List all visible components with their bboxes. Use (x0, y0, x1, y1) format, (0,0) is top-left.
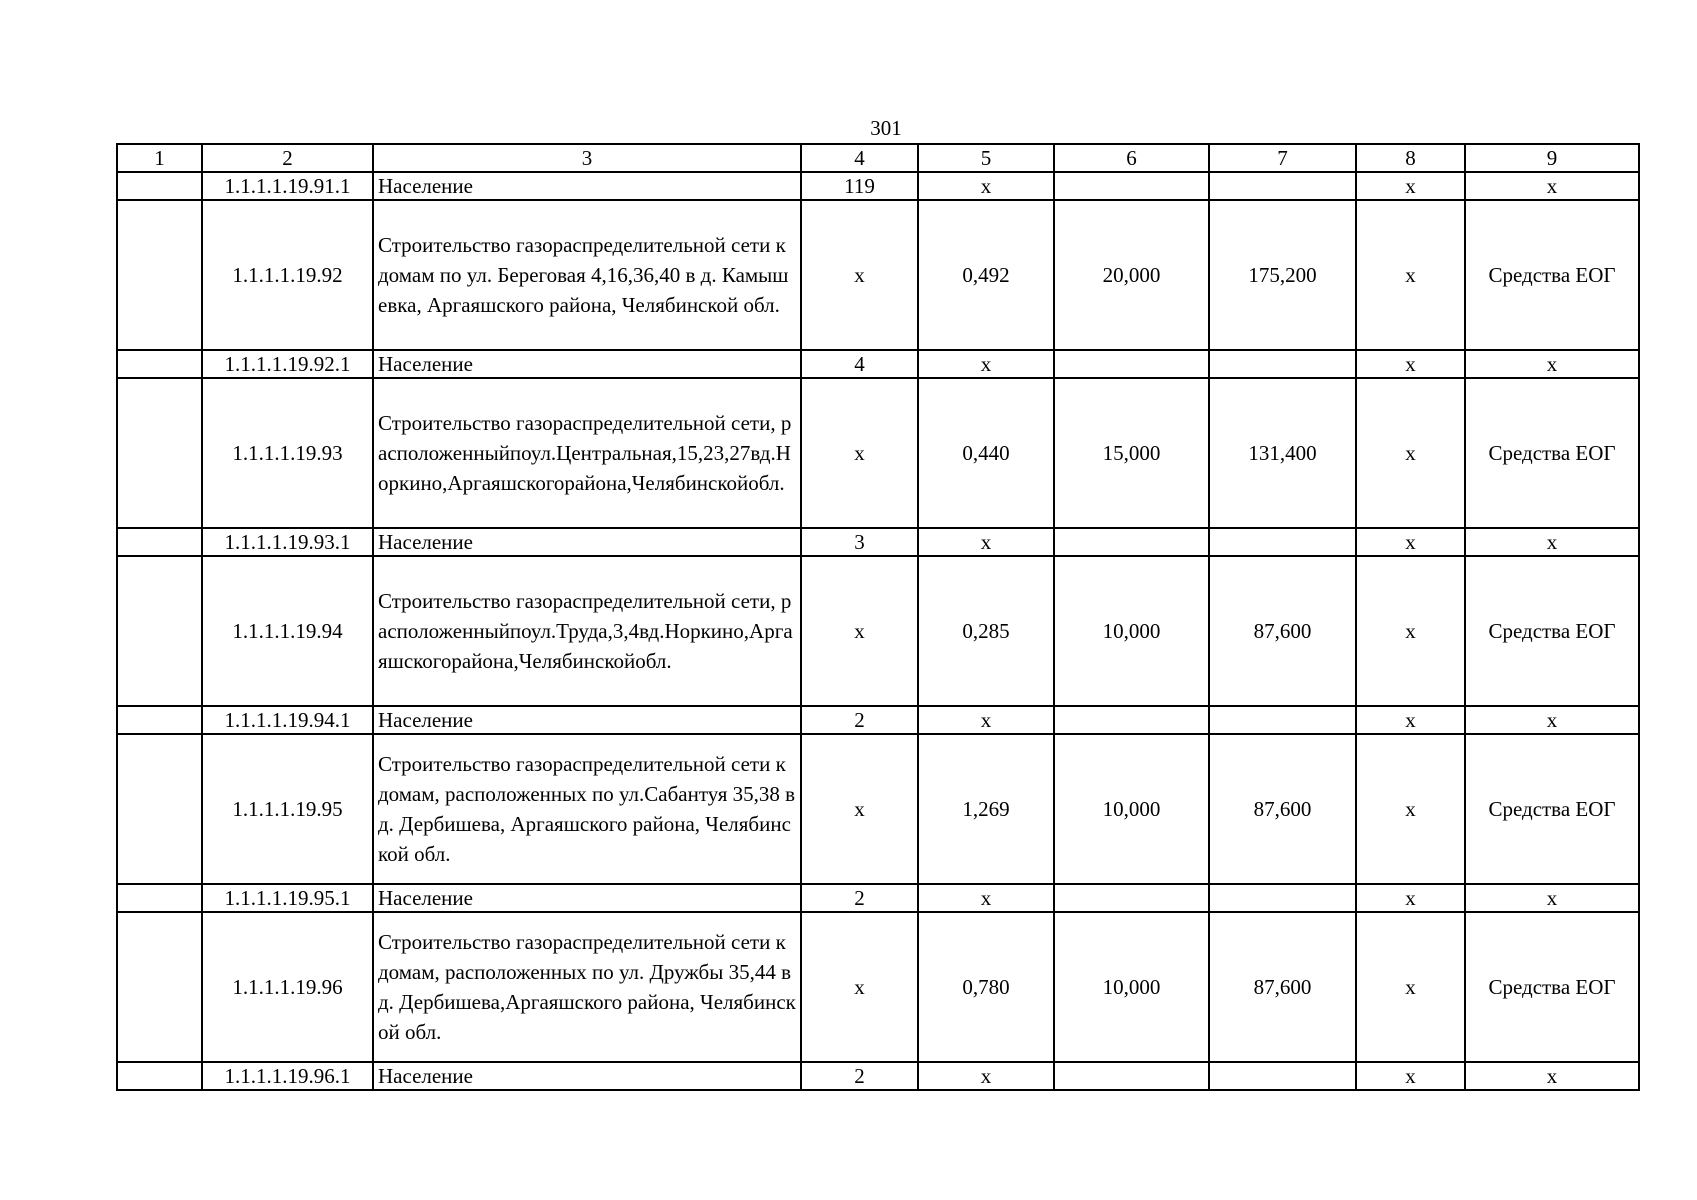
cell-col4: 119 (801, 172, 918, 200)
cell-code: 1.1.1.1.19.91.1 (202, 172, 373, 200)
table-row (117, 912, 1639, 1062)
cell-col5: 0,440 (918, 378, 1054, 528)
cell-code: 1.1.1.1.19.92 (202, 200, 373, 350)
cell-num (117, 528, 202, 556)
cell-description: Население (373, 350, 801, 378)
column-header: 7 (1209, 144, 1356, 172)
cell-num (117, 350, 202, 378)
cell-col7 (1209, 172, 1356, 200)
header-row (117, 144, 1639, 172)
cell-num (117, 200, 202, 350)
cell-col8: х (1356, 884, 1465, 912)
table-row (117, 1062, 1639, 1090)
cell-code: 1.1.1.1.19.94.1 (202, 706, 373, 734)
column-header: 4 (801, 144, 918, 172)
cell-col5: х (918, 172, 1054, 200)
cell-col5: х (918, 884, 1054, 912)
cell-col4: 4 (801, 350, 918, 378)
cell-col9: х (1465, 706, 1639, 734)
cell-col4: 2 (801, 706, 918, 734)
cell-description: Население (373, 528, 801, 556)
cell-num (117, 912, 202, 1062)
cell-col5: х (918, 1062, 1054, 1090)
cell-col5: х (918, 706, 1054, 734)
cell-num (117, 378, 202, 528)
cell-col4: 2 (801, 884, 918, 912)
cell-col7: 87,600 (1209, 734, 1356, 884)
column-header: 6 (1054, 144, 1209, 172)
cell-col6 (1054, 1062, 1209, 1090)
cell-col6 (1054, 884, 1209, 912)
cell-col6: 10,000 (1054, 734, 1209, 884)
cell-col6: 10,000 (1054, 912, 1209, 1062)
cell-description: Строительство газораспределительной сети к домам, расположенных по ул.Сабантуя 35,38 в д. Дербишева, Аргаяшского района, Челябинской обл. (373, 734, 801, 884)
cell-col8: х (1356, 706, 1465, 734)
cell-col4: х (801, 912, 918, 1062)
cell-col5: 0,780 (918, 912, 1054, 1062)
cell-description: Строительство газораспределительной сети, расположенныйпоул.Центральная,15,23,27вд.Норкино,Аргаяшскогорайона,Челябинскойобл. (373, 378, 801, 528)
cell-col9: х (1465, 884, 1639, 912)
table-row (117, 734, 1639, 884)
cell-col8: х (1356, 912, 1465, 1062)
cell-col7: 87,600 (1209, 556, 1356, 706)
cell-code: 1.1.1.1.19.93 (202, 378, 373, 528)
column-header: 3 (373, 144, 801, 172)
cell-col9: х (1465, 528, 1639, 556)
column-header: 5 (918, 144, 1054, 172)
cell-num (117, 556, 202, 706)
cell-col8: х (1356, 1062, 1465, 1090)
cell-description: Строительство газораспределительной сети к домам, расположенных по ул. Дружбы 35,44 в д. Дербишева,Аргаяшского района, Челябинской обл. (373, 912, 801, 1062)
cell-col9: Средства ЕОГ (1465, 200, 1639, 350)
cell-col9: Средства ЕОГ (1465, 734, 1639, 884)
cell-code: 1.1.1.1.19.95.1 (202, 884, 373, 912)
cell-code: 1.1.1.1.19.95 (202, 734, 373, 884)
cell-col6 (1054, 350, 1209, 378)
cell-col6 (1054, 706, 1209, 734)
cell-col5: 0,285 (918, 556, 1054, 706)
cell-col8: х (1356, 528, 1465, 556)
cell-col7 (1209, 528, 1356, 556)
cell-col5: 0,492 (918, 200, 1054, 350)
column-header: 1 (117, 144, 202, 172)
column-header: 9 (1465, 144, 1639, 172)
cell-col4: х (801, 734, 918, 884)
cell-col7: 87,600 (1209, 912, 1356, 1062)
cell-col5: х (918, 350, 1054, 378)
cell-num (117, 172, 202, 200)
table-row (117, 556, 1639, 706)
cell-col7 (1209, 350, 1356, 378)
cell-code: 1.1.1.1.19.96 (202, 912, 373, 1062)
cell-col4: 3 (801, 528, 918, 556)
table-row (117, 884, 1639, 912)
table-row (117, 172, 1639, 200)
cell-col6 (1054, 528, 1209, 556)
cell-col9: Средства ЕОГ (1465, 556, 1639, 706)
cell-col6: 20,000 (1054, 200, 1209, 350)
cell-col8: х (1356, 172, 1465, 200)
cell-code: 1.1.1.1.19.96.1 (202, 1062, 373, 1090)
cell-col7: 175,200 (1209, 200, 1356, 350)
table-row (117, 528, 1639, 556)
column-header: 2 (202, 144, 373, 172)
cell-col8: х (1356, 378, 1465, 528)
cell-description: Население (373, 706, 801, 734)
cell-col9: х (1465, 172, 1639, 200)
table-row (117, 350, 1639, 378)
cell-col6: 10,000 (1054, 556, 1209, 706)
cell-col9: Средства ЕОГ (1465, 378, 1639, 528)
cell-col7 (1209, 884, 1356, 912)
cell-col8: х (1356, 556, 1465, 706)
cell-num (117, 734, 202, 884)
cell-col4: х (801, 200, 918, 350)
cell-description: Население (373, 1062, 801, 1090)
cell-col7 (1209, 706, 1356, 734)
cell-col6 (1054, 172, 1209, 200)
cell-col8: х (1356, 200, 1465, 350)
cell-code: 1.1.1.1.19.94 (202, 556, 373, 706)
cell-col7 (1209, 1062, 1356, 1090)
cell-col4: х (801, 378, 918, 528)
cell-col4: х (801, 556, 918, 706)
cell-code: 1.1.1.1.19.93.1 (202, 528, 373, 556)
cell-code: 1.1.1.1.19.92.1 (202, 350, 373, 378)
cell-num (117, 1062, 202, 1090)
table-row (117, 200, 1639, 350)
cell-description: Население (373, 884, 801, 912)
cell-col9: Средства ЕОГ (1465, 912, 1639, 1062)
cell-col5: 1,269 (918, 734, 1054, 884)
cell-col8: х (1356, 350, 1465, 378)
table-row (117, 378, 1639, 528)
page-number: 301 (870, 116, 902, 140)
cell-col6: 15,000 (1054, 378, 1209, 528)
cell-num (117, 884, 202, 912)
data-table (116, 143, 1640, 1091)
cell-col4: 2 (801, 1062, 918, 1090)
cell-col9: х (1465, 350, 1639, 378)
table-row (117, 706, 1639, 734)
cell-description: Строительство газораспределительной сети, расположенныйпоул.Труда,3,4вд.Норкино,Аргаяшскогорайона,Челябинскойобл. (373, 556, 801, 706)
cell-col8: х (1356, 734, 1465, 884)
column-header: 8 (1356, 144, 1465, 172)
cell-col7: 131,400 (1209, 378, 1356, 528)
cell-description: Строительство газораспределительной сети к домам по ул. Береговая 4,16,36,40 в д. Камышевка, Аргаяшского района, Челябинской обл. (373, 200, 801, 350)
cell-col9: х (1465, 1062, 1639, 1090)
cell-num (117, 706, 202, 734)
cell-description: Население (373, 172, 801, 200)
cell-col5: х (918, 528, 1054, 556)
